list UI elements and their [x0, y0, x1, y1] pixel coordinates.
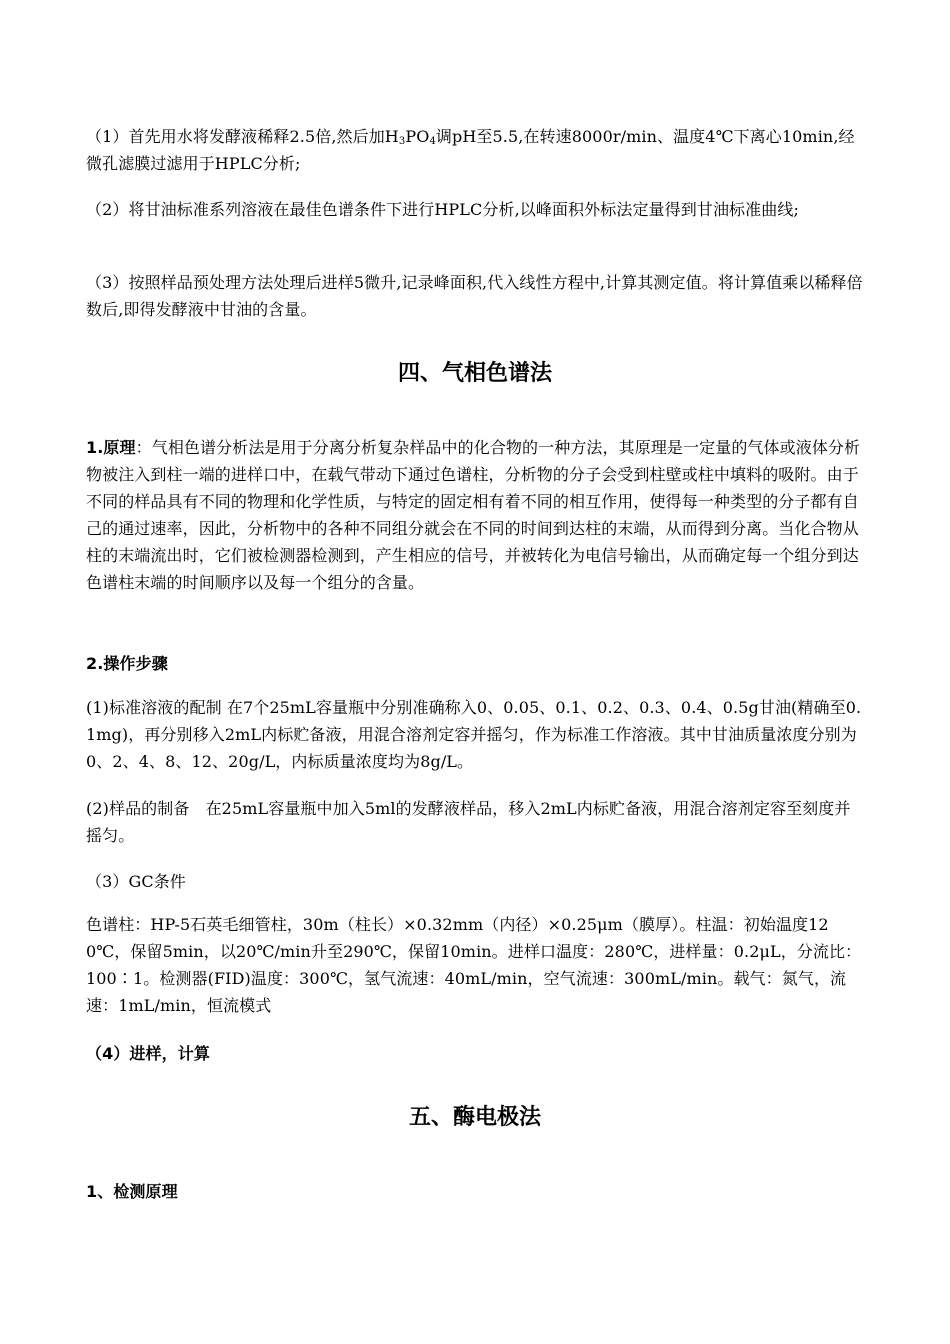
- gc-step-3-heading: （3）GC条件: [86, 872, 186, 891]
- subscript-4: 4: [429, 136, 436, 147]
- hplc-step-1: [86, 123, 866, 177]
- hplc-step-3: （3）按照样品预处理方法处理后进样5微升,记录峰面积,代入线性方程中,计算其测定值。将计算值乘以稀释倍数后,即得发酵液中甘油的含量。: [86, 273, 863, 319]
- gc-principle: [86, 434, 866, 596]
- hplc-step-1-text-c: 调pH至5.5,在转速8000r/min、温度4℃下离心10min,经微孔滤膜过滤用于HPLC分析;: [86, 127, 855, 173]
- gc-principle-text: ：气相色谱分析法是用于分离分析复杂样品中的化合物的一种方法，其原理是一定量的气体或液体分析物被注入到柱一端的进样口中，在载气带动下通过色谱柱，分析物的分子会受到柱壁或柱中填料的吸附。由于不同的样品具有不同的物理和化学性质，与特定的固定相有着不同的相互作用，使得每一种类型的分子都有自己的通过速率，因此，分析物中的各种不同组分就会在不同的时间到达柱的末端，从而得到分离。当化合物从柱的末端流出时，它们被检测器检测到，产生相应的信号，并被转化为电信号输出，从而确定每一个组分到达色谱柱末端的时间顺序以及每一个组分的含量。: [86, 438, 861, 592]
- gc-step-2: (2)样品的制备 在25mL容量瓶中加入5ml的发酵液样品，移入2mL内标贮备液，用混合溶剂定容至刻度并摇匀。: [86, 799, 851, 845]
- section-5-title: 五、酶电极法: [408, 1105, 541, 1130]
- enzyme-electrode-principle-heading: 1、检测原理: [86, 1182, 178, 1201]
- section-4-title: 四、气相色谱法: [397, 361, 552, 386]
- gc-steps-heading: 2.操作步骤: [86, 654, 168, 673]
- subscript-3: 3: [398, 136, 406, 147]
- hplc-step-1-text-a: （1）首先用水将发酵液稀释2.5倍,然后加H: [86, 127, 399, 146]
- gc-step-1: (1)标准溶液的配制 在7个25mL容量瓶中分别准确称入0、0.05、0.1、0.2、0.3、0.4、0.5g甘油(精确至0.1mg)，再分别移入2mL内标贮备液，用混合溶剂定容并摇匀，作为标准工作溶液。其中甘油质量浓度分别为0、2、4、8、12、20g/L，内标质量浓度均为8g/L。: [86, 698, 862, 771]
- hplc-step-1-text-b: PO: [405, 127, 430, 146]
- gc-principle-label: 1.原理: [86, 438, 136, 457]
- gc-step-3-conditions: 色谱柱：HP-5石英毛细管柱，30m（柱长）×0.32mm（内径）×0.25μm（膜厚）。柱温：初始温度120℃，保留5min，以20℃/min升至290℃，保留10min。进样口温度：280℃，进样量：0.2μL，分流比：100∶1。检测器(FID)温度：300℃，氢气流速：40mL/min，空气流速：300mL/min。载气：氮气，流速：1mL/min，恒流模式: [86, 915, 862, 1015]
- hplc-step-2: （2）将甘油标准系列溶液在最佳色谱条件下进行HPLC分析,以峰面积外标法定量得到甘油标准曲线;: [86, 200, 799, 219]
- gc-step-4: （4）进样，计算: [86, 1044, 210, 1063]
